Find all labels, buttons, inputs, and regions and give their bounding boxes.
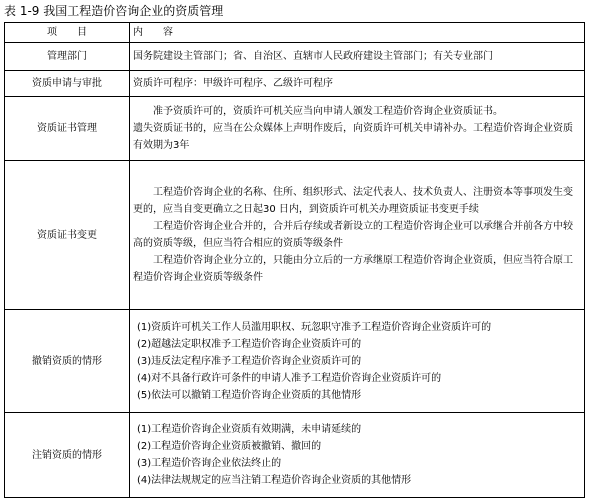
row-content	[130, 71, 585, 97]
table-row	[5, 161, 585, 310]
header-content: 内 容	[130, 23, 585, 43]
table-row	[5, 71, 585, 97]
content-paragraph: 遗失资质证书的，应当在公众媒体上声明作废后，向资质许可机关申请补办。工程造价咨询企业资质有效期为3年	[133, 123, 573, 151]
content-line: 国务院建设主管部门；省、自治区、直辖市人民政府建设主管部门；有关专业部门	[133, 51, 493, 62]
table-row	[5, 310, 585, 413]
content-line: (3)违反法定程序准予工程造价咨询企业资质许可的	[137, 355, 362, 367]
qualification-table	[4, 22, 585, 498]
content-line: (3)工程造价咨询企业依法终止的	[137, 458, 282, 469]
row-label: 资质证书变更	[5, 161, 130, 310]
row-content	[130, 43, 585, 71]
content-paragraph: 工程造价咨询企业的名称、住所、组织形式、法定代表人、技术负责人、注册资本等事项发生变更的，应当自变更确立之日起30 日内，到资质许可机关办理资质证书变更手续	[133, 187, 573, 215]
row-label: 撤销资质的情形	[5, 310, 130, 413]
content-paragraph: 准予资质许可的，资质许可机关应当向申请人颁发工程造价咨询企业资质证书。	[153, 106, 503, 117]
table-row	[5, 43, 585, 71]
row-content	[130, 97, 585, 161]
content-paragraph: 工程造价咨询企业合并的，合并后存续或者新设立的工程造价咨询企业可以承继合并前各方中较高的资质等级，但应当符合相应的资质等级条件	[133, 221, 573, 249]
row-label: 注销资质的情形	[5, 413, 130, 498]
content-line: 资质许可程序：甲级许可程序、乙级许可程序	[133, 78, 333, 89]
content-line: (1)资质许可机关工作人员滥用职权、玩忽职守准予工程造价咨询企业资质许可的	[137, 321, 492, 333]
row-content	[130, 310, 585, 413]
table-header-row	[5, 23, 585, 43]
row-label: 资质证书管理	[5, 97, 130, 161]
row-label: 管理部门	[5, 43, 130, 71]
content-line: (2)工程造价咨询企业资质被撤销、撤回的	[137, 441, 322, 452]
row-content	[130, 413, 585, 498]
content-line: (4)法律法规规定的应当注销工程造价咨询企业资质的其他情形	[137, 475, 412, 486]
content-line: (4)对不具备行政许可条件的申请人准予工程造价咨询企业资质许可的	[137, 372, 442, 384]
table-row	[5, 413, 585, 498]
content-line: (5)依法可以撤销工程造价咨询企业资质的其他情形	[137, 389, 362, 401]
table-row	[5, 97, 585, 161]
content-line: (2)超越法定职权准予工程造价咨询企业资质许可的	[137, 338, 362, 350]
header-item: 项 目	[5, 23, 130, 43]
row-content	[130, 161, 585, 310]
table-caption: 表 1-9 我国工程造价咨询企业的资质管理	[4, 4, 224, 18]
row-label: 资质申请与审批	[5, 71, 130, 97]
content-paragraph: 工程造价咨询企业分立的，只能由分立后的一方承继原工程造价咨询企业资质，但应当符合原工程造价咨询企业资质等级条件	[133, 255, 573, 283]
content-line: (1)工程造价咨询企业资质有效期满，未申请延续的	[137, 424, 362, 435]
